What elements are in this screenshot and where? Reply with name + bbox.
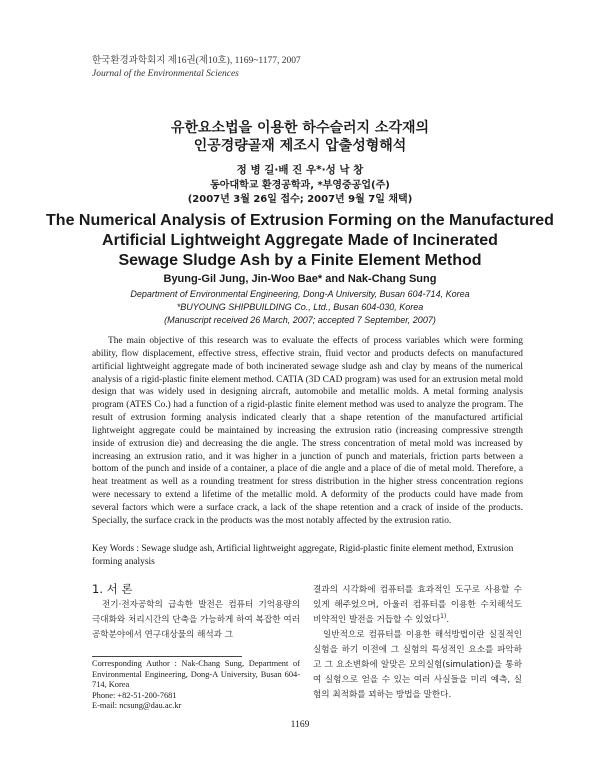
email: E-mail: ncsung@dau.ac.kr bbox=[92, 701, 182, 711]
korean-dates: (2007년 3월 26일 접수; 2007년 9월 7일 채택) bbox=[187, 194, 413, 205]
keywords bbox=[92, 543, 523, 569]
english-title-line3: Sewage Sludge Ash by a Finite Element Method bbox=[118, 252, 482, 269]
intro-right-text-1: 결과의 시각화에 컴퓨터를 효과적인 도구로 사용할 수 있게 해주었으며, 아울러 컴퓨터를 이용한 수치해석도 비약적인 발전을 거듭할 수 있었다 bbox=[313, 585, 522, 625]
abstract: The main objective of this research was to evaluate the effects of process variables which were forming ability, flow displacement, effective stress, effective strain, fluid vector and products defects on manufactured artificial lightweight aggregate made of both incinerated sewage sludge ash and clay by means of the numerical analysis of a rigid-plastic finite element method. CATIA (3D CAD program) was used for an extrusion metal mold design that was widely used in designing aircraft, automobile and metallic molds. A metal forming analysis program (ATES Co.) had a function of a rigid-plastic finite element method was used to analyze the program. The result of extrusion forming analysis indicated clearly that a shape retention of the manufactured artificial lightweight aggregate could be maintained by increasing the extrusion ratio (increasing compressive strength inside of extrusion die) and decreasing the die angle. The stress concentration of metal mold was increased by increasing an extrusion ratio, and it was higher in a junction of punch and materials, friction parts between a bottom of the punch and inside of a container, a place of die angle and a place of die of metal mold. Therefore, a heat treatment as well as a rounding treatment for stress distribution in the higher stress concentration regions were necessary to extend a lifetime of the metallic mold. A deformity of the products could have made from several factors which were a surface crack, a lack of the shape retention and a crack of inside of the products. Specially, the surface crack in the products was the most notably affected by the extrusion ratio. bbox=[92, 336, 523, 526]
corresponding-author: Corresponding Author : Nak-Chang Sung, Department of Environmental Engineering, Dong-A University, Busan 604-714, Korea bbox=[92, 659, 300, 690]
intro-right-column bbox=[313, 583, 522, 703]
english-title-line2: Artificial Lightweight Aggregate Made of Incinerated bbox=[102, 232, 498, 249]
journal-name: Journal of the Environmental Sciences bbox=[92, 69, 239, 79]
english-affiliation-2: *BUYOUNG SHIPBUILDING Co., Ltd., Busan 604-030, Korea bbox=[176, 302, 424, 312]
correspondence-note bbox=[92, 659, 300, 712]
intro-right-text-1-end: . bbox=[446, 615, 450, 625]
english-title-line1: The Numerical Analysis of Extrusion Forming on the Manufactured bbox=[46, 212, 554, 229]
keywords-text: Sewage sludge ash, Artificial lightweight aggregate, Rigid-plastic finite element method, Extrusion forming analysis bbox=[92, 544, 514, 567]
korean-affiliation: 동아대학교 환경공학과, *부영중공업(주) bbox=[210, 180, 390, 191]
keywords-label: Key Words : bbox=[92, 544, 142, 554]
phone: Phone: +82-51-200-7681 bbox=[92, 690, 177, 700]
english-authors: Byung-Gil Jung, Jin-Woo Bae* and Nak-Chang Sung bbox=[163, 273, 437, 285]
korean-title-line1: 유한요소법을 이용한 하수슬러지 소각재의 bbox=[170, 120, 430, 136]
korean-authors: 정 병 길·배 진 우*·성 낙 창 bbox=[236, 164, 364, 176]
journal-citation: 한국환경과학회지 제16권(제10호), 1169~1177, 2007 bbox=[92, 56, 301, 66]
english-affiliation-1: Department of Environmental Engineering, Dong-A University, Busan 604-714, Korea bbox=[130, 289, 470, 299]
footnote-rule bbox=[92, 656, 242, 657]
intro-right-paragraph-1 bbox=[313, 583, 522, 628]
intro-left-paragraph: 전기·전자공학의 급속한 발전은 컴퓨터 기억용량의 극대화와 처리시간의 단축을 가능하게 하여 복잡한 여러 공학분야에서 연구대상물의 해석과 그 bbox=[92, 600, 300, 640]
intro-right-paragraph-2: 일반적으로 컴퓨터를 이용한 해석방법이란 실질적인 실험을 하기 이전에 그 실험의 특성적인 요소를 파악하고 그 요소변화에 알맞은 모의실험(simulation)을 통하여 실험으로 얻을 수 있는 여러 사실들을 미리 예측, 실험의 최적화를 꾀하는 방법을 말한다. bbox=[313, 630, 522, 700]
section-heading: 1. 서 론 bbox=[92, 582, 133, 596]
korean-title-line2: 인공경량골재 제조시 압출성형해석 bbox=[193, 138, 407, 154]
english-dates: (Manuscript received 26 March, 2007; accepted 7 September, 2007) bbox=[164, 315, 436, 325]
page-number: 1169 bbox=[290, 720, 310, 730]
journal-header bbox=[92, 55, 301, 81]
reference-mark: 1) bbox=[440, 613, 447, 621]
